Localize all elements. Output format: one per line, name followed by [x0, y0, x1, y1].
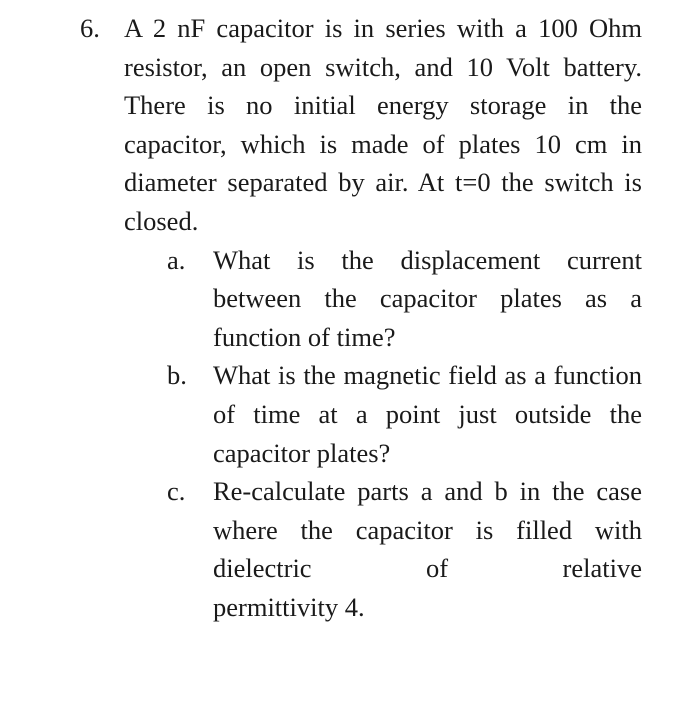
subpart-c — [167, 472, 642, 626]
problem-statement — [80, 9, 642, 241]
subpart-letter: b. — [167, 360, 187, 391]
subpart-text: What is the magnetic field as a function of time at a point just outside the capacitor plates? — [213, 360, 642, 468]
subpart-letter: a. — [167, 244, 186, 275]
subpart-text-line: Re-calculate parts a and b in the case where the capacitor is filled with dielectric of relative — [213, 476, 642, 584]
subpart-a — [167, 241, 642, 357]
subpart-letter: c. — [167, 476, 186, 507]
subpart-text-line: permittivity 4. — [213, 591, 365, 622]
subpart-text-wrap — [213, 472, 642, 626]
problem-number: 6. — [80, 13, 100, 43]
subpart-text: What is the displacement current between the capacitor plates as a function of time? — [213, 244, 642, 352]
subpart-b — [167, 356, 642, 472]
problem-text: A 2 nF capacitor is in series with a 100 Ohm resistor, an open switch, and 10 Volt battery. There is no initial energy storage in the capacitor, which is made of plates 10 cm in diameter separated by air. At t=0 the switch is closed. — [124, 13, 642, 236]
subparts-list — [167, 241, 642, 627]
problem-6 — [80, 9, 642, 627]
